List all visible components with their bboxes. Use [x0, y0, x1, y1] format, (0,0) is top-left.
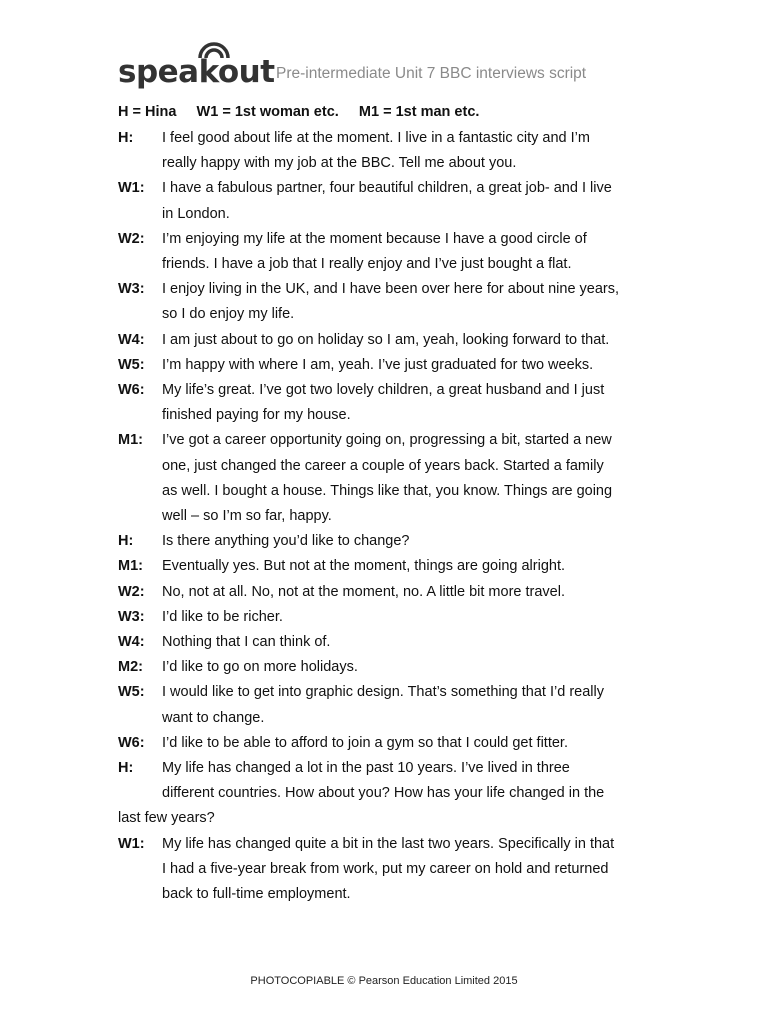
speech-text [162, 529, 658, 554]
speech-text [162, 605, 658, 630]
speech-text-body: I’d like to be richer. [162, 608, 283, 625]
speech-text-body: I’d like to go on more holidays. [162, 659, 358, 676]
speakout-logo [118, 54, 275, 90]
script-line [118, 529, 658, 554]
speaker-label: W1: [118, 835, 145, 852]
script-line [118, 328, 658, 353]
speaker-label: W3: [118, 608, 145, 625]
speaker-label: H: [118, 533, 134, 550]
speaker-label: W4: [118, 331, 145, 348]
speech-text-body: Is there anything you’d like to change? [162, 533, 410, 550]
speech-text-body: I enjoy living in the UK, and I have been over here for about nine years, so I do enjoy my life. [162, 281, 620, 323]
speech-text [162, 378, 658, 428]
script-line [118, 428, 658, 529]
speech-text [162, 680, 658, 730]
speech-text-body: I would like to get into graphic design. That’s something that I’d really want to change. [162, 684, 604, 726]
speech-text-body: My life’s great. I’ve got two lovely children, a great husband and I just finished paying for my house. [162, 382, 605, 424]
speech-text-continuation: last few years? [118, 810, 215, 827]
script-line [118, 580, 658, 605]
script-line [118, 756, 658, 832]
script-line [118, 378, 658, 428]
speech-text-body: My life has changed a lot in the past 10 years. I’ve lived in three different countries. How about you? How has your life changed in the [162, 760, 605, 802]
page-header [118, 40, 718, 90]
script-line [118, 731, 658, 756]
script-line [118, 176, 658, 226]
speaker-label: W2: [118, 230, 145, 247]
speaker-label: W5: [118, 356, 145, 373]
speech-text-body: I’m enjoying my life at the moment because I have a good circle of friends. I have a job that I really enjoy and I’ve just bought a flat. [162, 230, 587, 273]
script-line [118, 353, 658, 378]
speech-text [162, 554, 658, 579]
speech-text-body: I’d like to be able to afford to join a gym so that I could get fitter. [162, 734, 568, 751]
script-line [118, 605, 658, 630]
script-line [118, 832, 658, 908]
script-line [118, 680, 658, 730]
speech-text-body: I’m happy with where I am, yeah. I’ve just graduated for two weeks. [162, 356, 594, 373]
speech-text [118, 756, 658, 832]
signal-waves-icon [194, 40, 234, 60]
speech-text-body: No, not at all. No, not at the moment, no. A little bit more travel. [162, 583, 565, 600]
speaker-label: M1: [118, 558, 143, 575]
speaker-label: M2: [118, 659, 143, 676]
speech-text-body: Eventually yes. But not at the moment, things are going alright. [162, 558, 566, 575]
speaker-label: W2: [118, 583, 145, 600]
speech-text-body: I have a fabulous partner, four beautiful children, a great job- and I live in London. [162, 180, 612, 222]
speaker-label: W3: [118, 281, 145, 298]
speaker-label: H: [118, 760, 134, 777]
speech-text [162, 630, 658, 655]
speaker-label: W4: [118, 634, 145, 651]
script-line [118, 277, 658, 327]
interview-script [118, 126, 658, 907]
speech-text-body: I feel good about life at the moment. I live in a fantastic city and I’m really happy with my job at the BBC. Tell me about you. [162, 130, 590, 172]
logo-text-speak: speak [118, 54, 218, 90]
speaker-label: M1: [118, 432, 143, 449]
speech-text [162, 832, 658, 908]
speaker-label: W6: [118, 734, 145, 751]
speech-text-body: My life has changed quite a bit in the last two years. Specifically in that I had a five-year break from work, put my career on hold and returned back to full-time employment. [162, 835, 615, 903]
speech-text-body: Nothing that I can think of. [162, 634, 331, 651]
speaker-label: W5: [118, 684, 145, 701]
document-subtitle: Pre-intermediate Unit 7 BBC interviews script [276, 65, 587, 82]
speech-text [162, 176, 658, 226]
speech-text [162, 328, 658, 353]
script-line [118, 655, 658, 680]
copyright-footer: PHOTOCOPIABLE © Pearson Education Limited 2015 [250, 975, 518, 987]
speech-text [162, 126, 658, 176]
script-line [118, 126, 658, 176]
speech-text [162, 428, 658, 529]
script-line [118, 554, 658, 579]
speech-text-body: I am just about to go on holiday so I am, yeah, looking forward to that. [162, 331, 610, 348]
script-line [118, 227, 658, 277]
speaker-label: W6: [118, 382, 145, 399]
speech-text [162, 277, 658, 327]
speech-text [162, 353, 658, 378]
speaker-label: H: [118, 130, 134, 146]
logo-text-out: out [217, 54, 275, 90]
speaker-legend: H = Hina W1 = 1st woman etc. M1 = 1st man etc. [118, 104, 480, 120]
speech-text [162, 655, 658, 680]
speech-text [162, 731, 658, 756]
speaker-label: W1: [118, 180, 145, 197]
speech-text-body: I’ve got a career opportunity going on, progressing a bit, started a new one, just changed the career a couple of years back. Started a family as well. I bought a house. Things like that, you know. Things are going well – so I’m so far, happy. [162, 432, 613, 525]
speech-text [162, 580, 658, 605]
script-line [118, 630, 658, 655]
speech-text [162, 227, 658, 277]
